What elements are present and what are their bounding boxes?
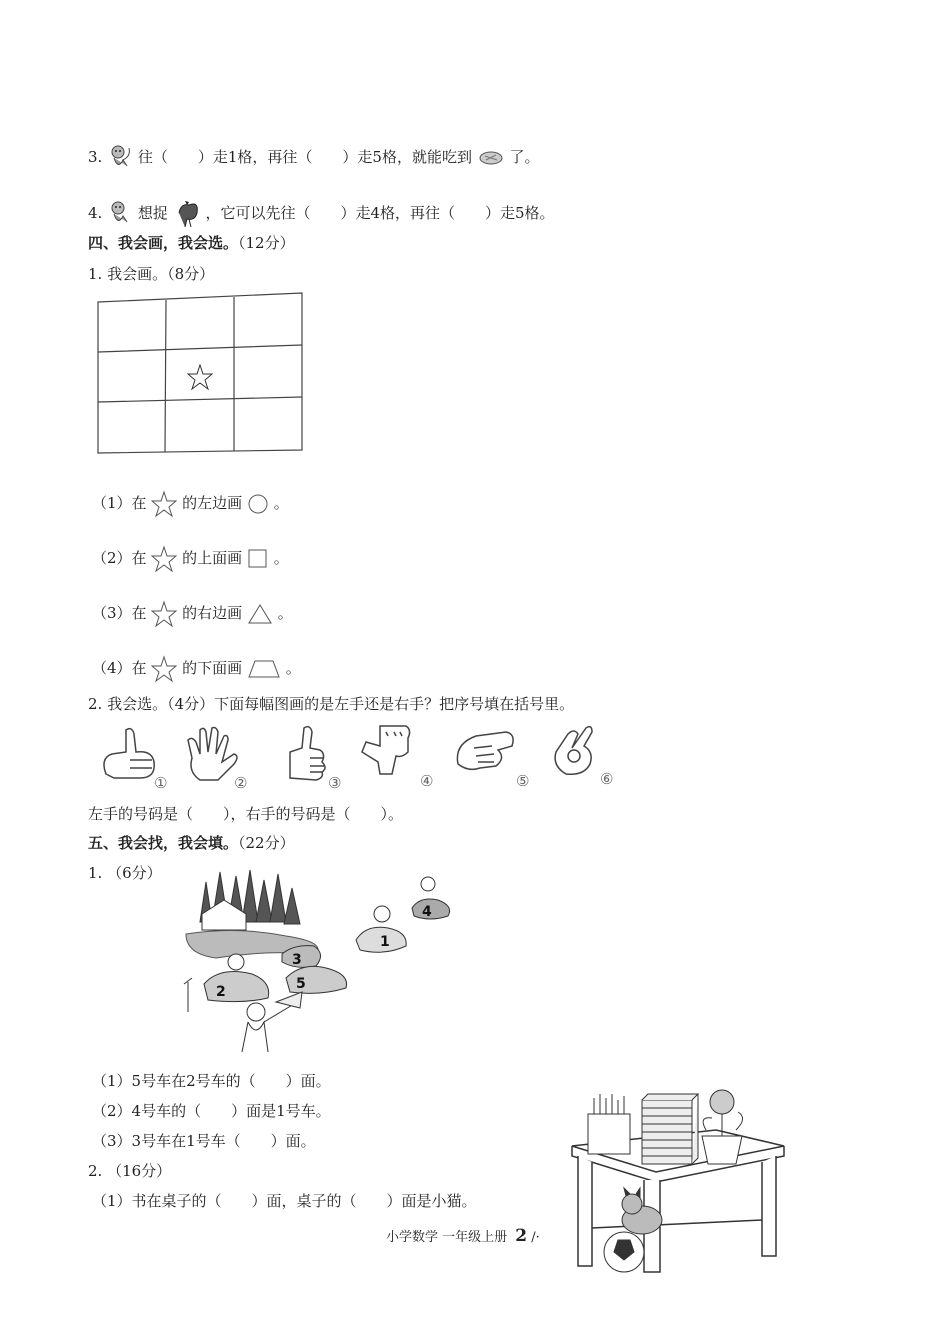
footer [386, 1226, 540, 1248]
question-text-end: 了。 [509, 148, 540, 166]
section-title: 四、我会画，我会选。 [88, 234, 239, 252]
star-icon [188, 365, 212, 389]
table-scene-illustration [566, 1080, 790, 1276]
question-4 [88, 199, 555, 229]
find1-item-3: （3）3号车在1号车（ ）面。 [92, 1132, 316, 1150]
square-shape-icon [247, 548, 269, 570]
draw-item-1 [92, 490, 289, 518]
item-end: 。 [273, 494, 289, 512]
car-number-1: 1 [380, 934, 390, 950]
star-icon [151, 490, 177, 518]
hand-label-5: ⑤ [516, 772, 530, 790]
hand-3 [290, 727, 325, 780]
question-number: 4. [88, 204, 103, 222]
car-number-4: 4 [422, 904, 432, 920]
hand-1 [104, 729, 154, 778]
find1-item-1: （1）5号车在2号车的（ ）面。 [92, 1072, 331, 1090]
book-stack [642, 1094, 698, 1164]
find1-item-2: （2）4号车的（ ）面是1号车。 [92, 1102, 331, 1120]
item-number: （4）在 [92, 659, 147, 677]
hand-label-4: ④ [420, 772, 434, 790]
star-icon [151, 655, 177, 683]
item-end: 。 [277, 604, 293, 622]
car-number-3: 3 [292, 952, 302, 968]
hand-4 [362, 726, 410, 774]
question-text: 往（ ）走1格，再往（ ）走5格，就能吃到 [137, 148, 472, 166]
rooster-icon [173, 199, 201, 229]
hand-label-2: ② [234, 774, 248, 792]
item-number: （3）在 [92, 604, 147, 622]
item-text: 的左边画 [182, 494, 243, 512]
monkey-icon [107, 144, 133, 172]
hand-label-6: ⑥ [600, 770, 614, 788]
star-icon [151, 545, 177, 573]
pencil-box [588, 1094, 630, 1154]
item-number: （1）在 [92, 494, 147, 512]
page-number: 2 [515, 1226, 528, 1246]
grid-3x3 [94, 290, 308, 458]
find-task-1-title: 1. （6分） [88, 864, 162, 882]
item-end: 。 [285, 659, 301, 677]
item-number: （2）在 [92, 549, 147, 567]
monkey-icon [107, 200, 133, 228]
section-score: （12分） [238, 234, 295, 252]
hand-label-1: ① [154, 774, 168, 792]
car-number-5: 5 [296, 976, 306, 992]
question-3 [88, 144, 540, 172]
hands-row [96, 722, 626, 794]
hand-5 [457, 732, 513, 769]
question-text: 想捉 [137, 204, 168, 222]
car-2 [204, 954, 269, 1002]
draw-item-2 [92, 545, 289, 573]
draw-item-3 [92, 600, 293, 628]
soccer-ball [604, 1232, 644, 1272]
page-separator: /· [531, 1230, 540, 1245]
item-text: 的右边画 [182, 604, 243, 622]
footer-text: 小学数学 一年级上册 [386, 1230, 508, 1245]
trapezoid-shape-icon [247, 658, 281, 680]
section-score: （22分） [238, 834, 295, 852]
hand-label-3: ③ [328, 774, 342, 792]
choose-task-title: 2. 我会选。（4分）下面每幅图画的是左手还是右手？把序号填在括号里。 [88, 695, 575, 713]
triangle-shape-icon [247, 603, 273, 625]
item-text: 的下面画 [182, 659, 243, 677]
question-text-end: ，它可以先往（ ）走4格，再往（ ）走5格。 [205, 204, 555, 222]
hand-6 [555, 727, 592, 775]
peanut-icon [477, 148, 505, 168]
item-end: 。 [273, 549, 289, 567]
find2-item-1: （1）书在桌子的（ ）面，桌子的（ ）面是小猫。 [92, 1192, 477, 1210]
choose-answer: 左手的号码是（ ），右手的号码是（ ）。 [88, 805, 404, 823]
car-race-illustration [176, 862, 466, 1062]
question-number: 3. [88, 148, 103, 166]
section-4-heading [88, 233, 295, 253]
circle-shape-icon [247, 493, 269, 515]
flower-pot [702, 1090, 743, 1164]
find-task-2-title: 2. （16分） [88, 1162, 172, 1180]
car-number-2: 2 [216, 984, 226, 1000]
star-icon [151, 600, 177, 628]
section-5-heading [88, 833, 295, 853]
hand-2 [188, 728, 237, 781]
item-text: 的上面画 [182, 549, 243, 567]
draw-task-title: 1. 我会画。（8分） [88, 265, 215, 283]
section-title: 五、我会找，我会填。 [88, 834, 239, 852]
draw-item-4 [92, 655, 301, 683]
